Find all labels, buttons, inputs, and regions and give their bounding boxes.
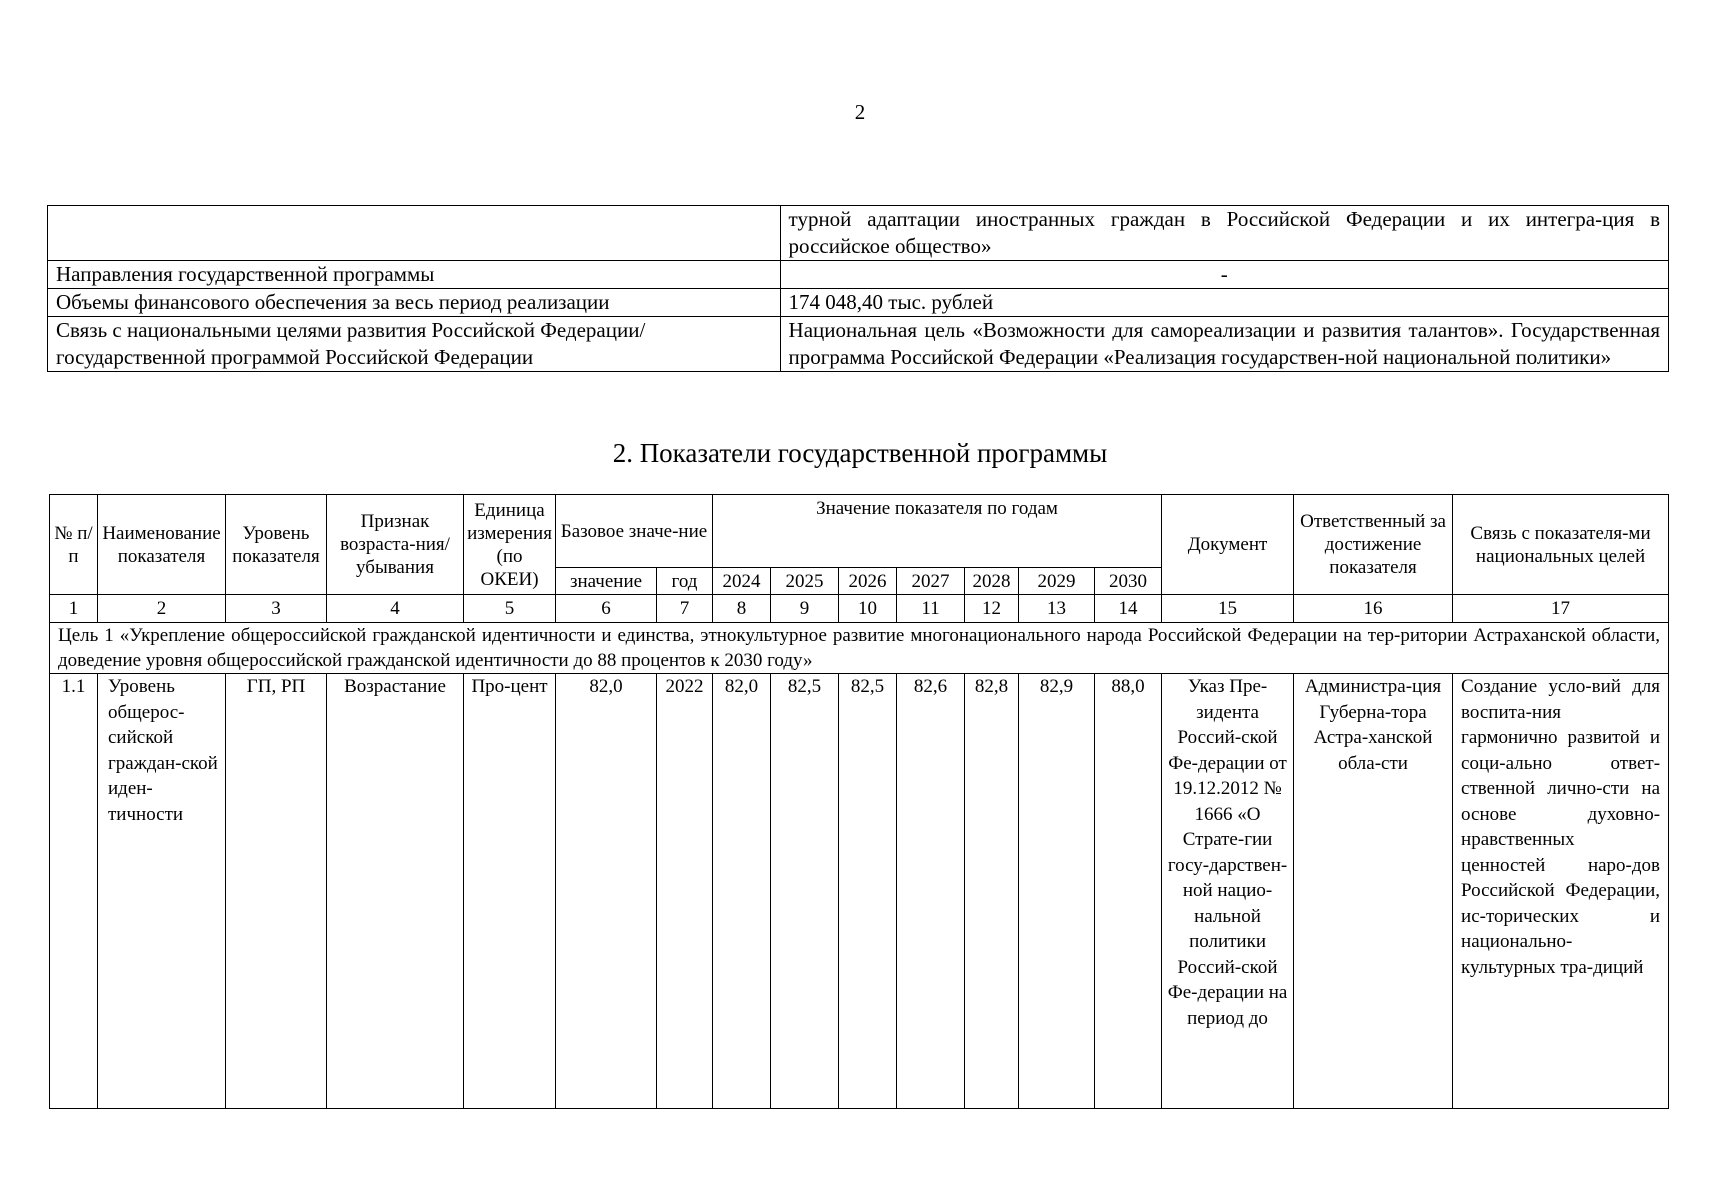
header-year: 2025 xyxy=(771,568,839,595)
passport-label: Объемы финансового обеспечения за весь период реализации xyxy=(48,289,781,317)
row-value-2027: 82,6 xyxy=(897,674,965,1109)
column-number: 13 xyxy=(1019,595,1095,623)
row-unit: Про-цент xyxy=(464,674,556,1109)
header-link: Связь с показателя-ми национальных целей xyxy=(1453,495,1669,595)
row-num: 1.1 xyxy=(50,674,98,1109)
goal-row xyxy=(50,623,1669,674)
row-link: Создание усло-вий для воспита-ния гармонично развитой и соци-ально ответ-ственной лично-сти на основе духовно-нравственных ценностей наро-дов Российской Федерации, ис-торических и национально-культурных тра-диций xyxy=(1453,674,1669,1109)
row-value-2028: 82,8 xyxy=(965,674,1019,1109)
header-num: № п/п xyxy=(50,495,98,595)
column-number: 15 xyxy=(1162,595,1294,623)
passport-label: Направления государственной программы xyxy=(48,261,781,289)
header-level: Уровень показателя xyxy=(226,495,327,595)
passport-value: - xyxy=(780,261,1668,289)
column-number: 16 xyxy=(1294,595,1453,623)
row-responsible: Администра-ция Губерна-тора Астра-ханской обла-сти xyxy=(1294,674,1453,1109)
row-value-2025: 82,5 xyxy=(771,674,839,1109)
passport-value: турной адаптации иностранных граждан в Российской Федерации и их интегра-ция в российское общество» xyxy=(780,206,1668,261)
header-base-value: значение xyxy=(556,568,657,595)
row-value-2024: 82,0 xyxy=(713,674,771,1109)
passport-label: Связь с национальными целями развития Российской Федерации/ государственной программой Российской Федерации xyxy=(48,317,781,372)
indicators-table xyxy=(49,494,1669,1109)
section-title: 2. Показатели государственной программы xyxy=(612,438,1108,468)
column-number: 12 xyxy=(965,595,1019,623)
passport-row xyxy=(48,317,1669,372)
row-base-year: 2022 xyxy=(657,674,713,1109)
row-document: Указ Пре-зидента Россий-ской Фе-дерации от 19.12.2012 № 1666 «О Страте-гии госу-дарствен-ной нацио-нальной политики Россий-ской Фе-дерации на период до xyxy=(1162,674,1294,1109)
passport-row xyxy=(48,206,1669,261)
column-number: 10 xyxy=(839,595,897,623)
column-number: 4 xyxy=(327,595,464,623)
row-level: ГП, РП xyxy=(226,674,327,1109)
passport-value: Национальная цель «Возможности для самореализации и развития талантов». Государственная программа Российской Федерации «Реализация государствен-ной национальной политики» xyxy=(780,317,1668,372)
header-document: Документ xyxy=(1162,495,1294,595)
program-passport-table xyxy=(47,205,1669,372)
column-number: 6 xyxy=(556,595,657,623)
passport-label xyxy=(48,206,781,261)
header-responsible: Ответственный за достижение показателя xyxy=(1294,495,1453,595)
column-number: 14 xyxy=(1095,595,1162,623)
column-number: 1 xyxy=(50,595,98,623)
header-row xyxy=(50,495,1669,568)
header-year: 2029 xyxy=(1019,568,1095,595)
column-numbers-row xyxy=(50,595,1669,623)
row-value-2030: 88,0 xyxy=(1095,674,1162,1109)
header-year: 2024 xyxy=(713,568,771,595)
passport-row xyxy=(48,289,1669,317)
header-year: 2030 xyxy=(1095,568,1162,595)
column-number: 11 xyxy=(897,595,965,623)
column-number: 2 xyxy=(98,595,226,623)
column-number: 5 xyxy=(464,595,556,623)
passport-row xyxy=(48,261,1669,289)
goal-text: Цель 1 «Укрепление общероссийской гражданской идентичности и единства, этнокультурное развитие многонационального народа Российской Федерации на тер-ритории Астраханской области, доведение уровня общероссийской гражданской идентичности до 88 процентов к 2030 году» xyxy=(50,623,1669,674)
column-number: 7 xyxy=(657,595,713,623)
row-value-2029: 82,9 xyxy=(1019,674,1095,1109)
column-number: 17 xyxy=(1453,595,1669,623)
header-by-years: Значение показателя по годам xyxy=(713,495,1162,568)
header-year: 2027 xyxy=(897,568,965,595)
table-row xyxy=(50,674,1669,1109)
header-trend: Признак возраста-ния/убывания xyxy=(327,495,464,595)
header-year: 2026 xyxy=(839,568,897,595)
page-number: 2 xyxy=(854,100,866,124)
row-name: Уровень общерос-сийской граждан-ской иден-тичности xyxy=(98,674,226,1109)
passport-value: 174 048,40 тыс. рублей xyxy=(780,289,1668,317)
header-unit: Единица измерения (по ОКЕИ) xyxy=(464,495,556,595)
header-base: Базовое значе-ние xyxy=(556,495,713,568)
header-name: Наименование показателя xyxy=(98,495,226,595)
row-base-value: 82,0 xyxy=(556,674,657,1109)
column-number: 9 xyxy=(771,595,839,623)
header-base-year: год xyxy=(657,568,713,595)
column-number: 8 xyxy=(713,595,771,623)
header-year: 2028 xyxy=(965,568,1019,595)
column-number: 3 xyxy=(226,595,327,623)
row-value-2026: 82,5 xyxy=(839,674,897,1109)
row-trend: Возрастание xyxy=(327,674,464,1109)
